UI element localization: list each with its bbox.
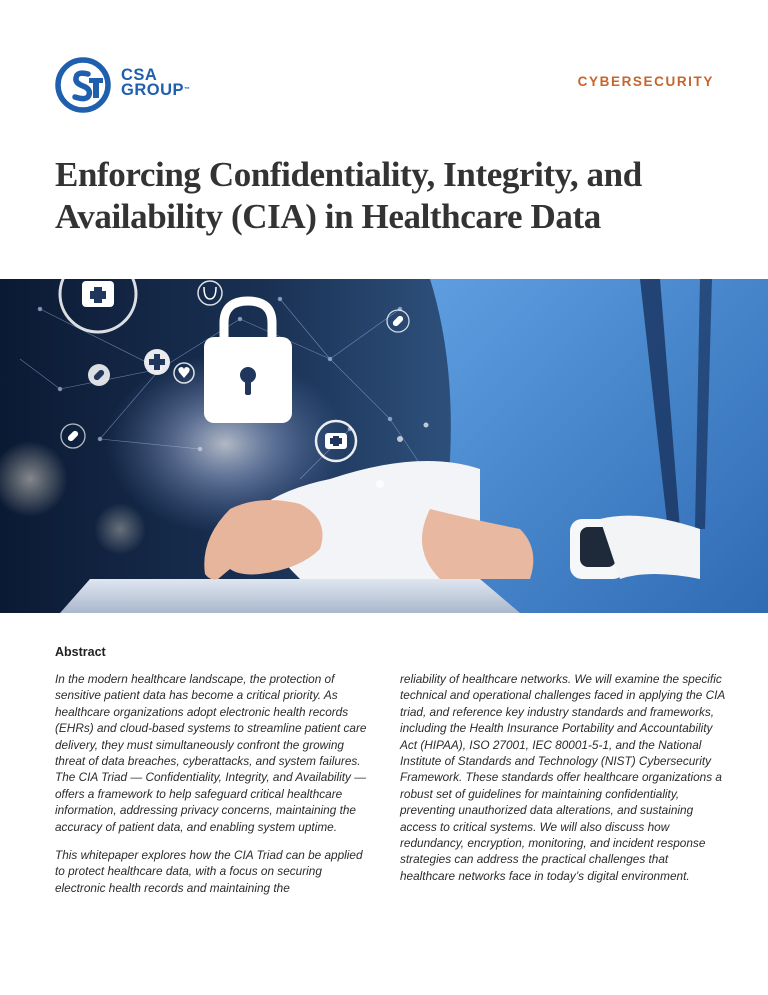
abstract-column-right: [400, 671, 725, 884]
abstract-column-left: [55, 671, 375, 896]
medical-cross-icon: [144, 349, 170, 375]
hero-image: [0, 279, 768, 613]
logo-trademark: ™: [184, 87, 191, 93]
document-title: [55, 154, 735, 238]
csa-logo-mark-icon: [55, 57, 117, 113]
title-line-2: Availability (CIA) in Healthcare Data: [55, 197, 601, 236]
logo-line-group-text: GROUP: [121, 81, 185, 99]
logo-line-csa: CSA: [121, 66, 158, 84]
csa-group-logo: [55, 57, 195, 113]
logo-wordmark: [121, 68, 191, 98]
abstract-paragraph-1: In the modern healthcare landscape, the protection of sensitive patient data has become a critical priority. As healthcare organizations adopt electronic health records (EHRs) and cloud-based systems to streamline patient care delivery, they must simultaneously confront the growing threat of data breaches, cyberattacks, and system failures. The CIA Triad — Confidentiality, Integrity, and Availability — offers a framework to help safeguard critical healthcare information, addressing privacy concerns, maintaining the accuracy of patient data, and enabling system uptime.: [55, 672, 367, 834]
logo-line-group: [121, 83, 191, 98]
title-line-1: Enforcing Confidentiality, Integrity, and: [55, 155, 642, 194]
abstract-paragraph-2: This whitepaper explores how the CIA Triad can be applied to protect healthcare data, with a focus on securing electronic health records and maintaining the: [55, 848, 363, 895]
hero-illustration: [0, 279, 768, 613]
abstract-paragraph-3: reliability of healthcare networks. We will examine the specific technical and operational challenges faced in applying the CIA triad, and reference key industry standards and frameworks, including the Health Insurance Portability and Accountability Act (HIPAA), ISO 27001, IEC 80001-5-1, and the National Institute of Standards and Technology (NIST) Cybersecurity Framework. These standards offer healthcare organizations a robust set of guidelines for maintaining confidentiality, preventing unauthorized data alterations, and sustaining access to critical systems. We will also discuss how redundancy, encryption, monitoring, and incident response strategies can address the practical challenges that healthcare networks face in today’s digital environment.: [400, 672, 725, 883]
category-label: CYBERSECURITY: [577, 74, 714, 89]
abstract-heading: Abstract: [55, 645, 106, 659]
